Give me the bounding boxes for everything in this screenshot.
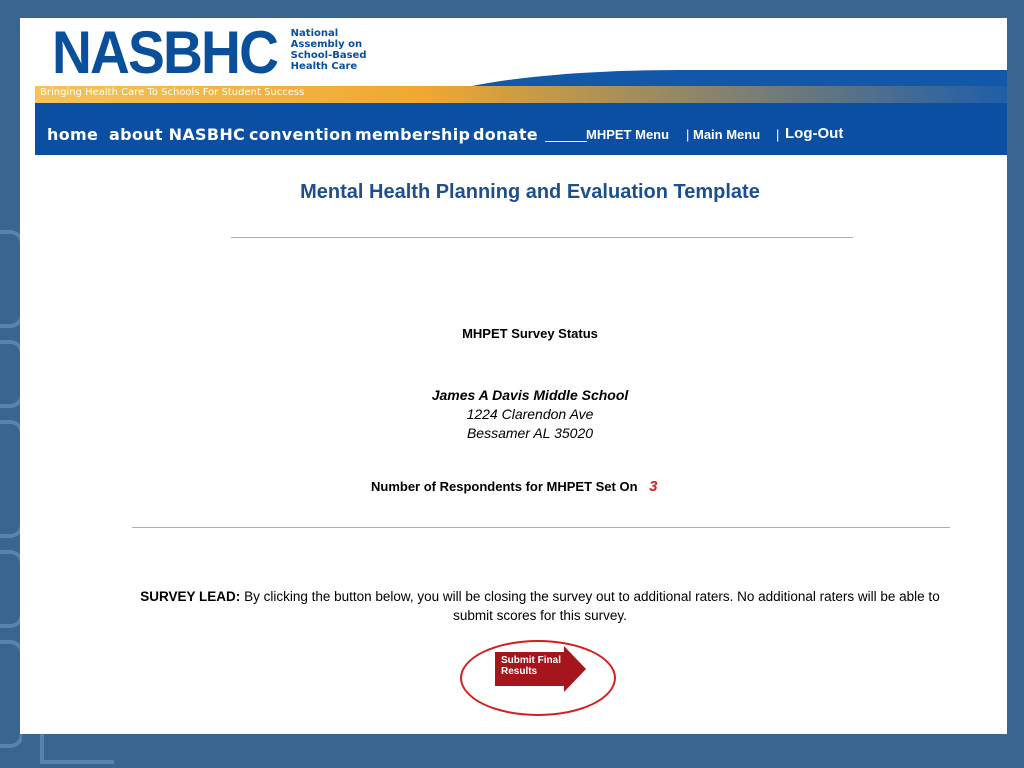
web-page xyxy=(20,18,1007,734)
nasbhc-logo[interactable] xyxy=(52,20,367,86)
survey-lead-label: SURVEY LEAD: xyxy=(140,589,241,604)
respondents-label: Number of Respondents for MHPET Set On xyxy=(371,479,638,494)
nav-mhpet-menu[interactable]: MHPET Menu xyxy=(586,127,670,142)
nav-about[interactable]: about NASBHC xyxy=(109,125,246,144)
nav-separator: | xyxy=(776,127,780,142)
nav-separator: | xyxy=(686,127,690,142)
nav-main-menu[interactable]: Main Menu xyxy=(693,127,761,142)
section-divider xyxy=(132,527,950,528)
school-city: Bessamer AL 35020 xyxy=(466,425,594,441)
school-name: James A Davis Middle School xyxy=(431,387,629,403)
survey-status-heading: MHPET Survey Status xyxy=(462,326,598,341)
school-street: 1224 Clarendon Ave xyxy=(466,406,594,422)
respondents-line xyxy=(371,478,657,495)
submit-final-results-button[interactable] xyxy=(495,652,565,686)
nav-logout[interactable]: Log-Out xyxy=(785,125,844,142)
nav-home[interactable]: home xyxy=(47,125,99,144)
nav-membership[interactable]: membership xyxy=(355,125,471,144)
respondents-count: 3 xyxy=(649,478,658,495)
submit-area xyxy=(460,640,616,716)
submit-label-line2: Results xyxy=(501,666,538,677)
nav-donate[interactable]: donate xyxy=(473,125,538,144)
nav-link-underline xyxy=(545,141,587,142)
slide-background-decoration xyxy=(0,220,22,760)
logo-wordmark: NASBHC xyxy=(52,19,278,86)
slide-background-decoration-bottom xyxy=(40,730,114,764)
survey-lead-notice xyxy=(140,587,940,625)
survey-lead-text: By clicking the button below, you will be closing the survey out to additional raters. No additional raters will be able to submit scores for this survey. xyxy=(240,589,940,623)
tagline: Bringing Health Care To Schools For Student Success xyxy=(40,87,305,98)
page-title: Mental Health Planning and Evaluation Template xyxy=(300,181,760,203)
main-navbar xyxy=(35,103,1007,155)
school-address xyxy=(20,386,1007,443)
title-divider xyxy=(231,237,853,238)
logo-subtitle: National Assembly on School-Based Health Care xyxy=(290,28,367,72)
nav-convention[interactable]: convention xyxy=(249,125,353,144)
submit-label-line1: Submit Final xyxy=(501,655,561,666)
arrow-right-icon[interactable] xyxy=(564,646,586,692)
